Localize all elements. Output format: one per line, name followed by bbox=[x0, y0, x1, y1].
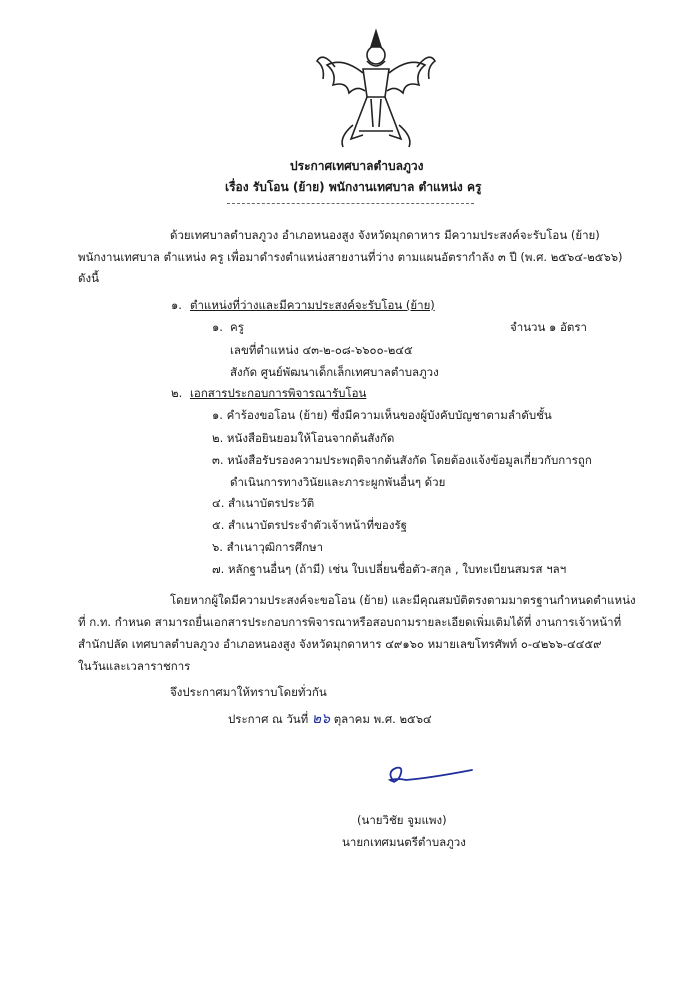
signature bbox=[360, 758, 480, 794]
announce-text: จึงประกาศมาให้ทราบโดยทั่วกัน bbox=[170, 685, 327, 699]
intro-line-3: ดังนี้ bbox=[78, 271, 99, 285]
intro-line-1: ด้วยเทศบาลตำบลภูวง อำเภอหนองสูง จังหวัดมุกดาหาร มีความประสงค์จะรับโอน (ย้าย) bbox=[170, 228, 600, 242]
document-item: ๗. หลักฐานอื่นๆ (ถ้ามี) เช่น ใบเปลี่ยนชื่อตัว-สกุล , ใบทะเบียนสมรส ฯลฯ bbox=[212, 562, 567, 576]
announcement-title: ประกาศเทศบาลตำบลภูวง bbox=[290, 159, 424, 173]
closing-line-1: โดยหากผู้ใดมีความประสงค์จะขอโอน (ย้าย) และมีคุณสมบัติตรงตามมาตรฐานกำหนดตำแหน่ง bbox=[170, 593, 636, 607]
document-item: ๖. สำเนาวุฒิการศึกษา bbox=[212, 540, 324, 554]
signatory-name: (นายวิชัย จูมแพง) bbox=[357, 813, 447, 827]
title-divider bbox=[227, 203, 474, 204]
document-item: ๑. คำร้องขอโอน (ย้าย) ซึ่งมีความเห็นของผู้บังคับบัญชาตามลำดับชั้น bbox=[212, 408, 552, 422]
date-day-handwritten: ๒๖ bbox=[311, 711, 331, 727]
signatory-title: นายกเทศมนตรีตำบลภูวง bbox=[342, 835, 466, 849]
section-2-heading: เอกสารประกอบการพิจารณารับโอน bbox=[190, 386, 367, 400]
announcement-subject: เรื่อง รับโอน (ย้าย) พนักงานเทศบาล ตำแหน่ง ครู bbox=[225, 180, 482, 194]
position-quantity: จำนวน ๑ อัตรา bbox=[510, 320, 587, 334]
position-title: ครู bbox=[230, 320, 244, 334]
document-item-continued: ดำเนินการทางวินัยและภาระผูกพันอื่นๆ ด้วย bbox=[230, 475, 446, 489]
announce-date bbox=[228, 712, 432, 726]
closing-line-4: ในวันและเวลาราชการ bbox=[78, 659, 191, 673]
closing-line-3: สำนักปลัด เทศบาลตำบลภูวง อำเภอหนองสูง จังหวัดมุกดาหาร ๔๙๑๖๐ หมายเลขโทรศัพท์ ๐-๔๒๖๖-๔๔๕๙ bbox=[78, 637, 602, 651]
section-1-number: ๑. bbox=[171, 298, 182, 312]
section-2-number: ๒. bbox=[171, 386, 183, 400]
garuda-emblem bbox=[313, 27, 439, 151]
document-item: ๒. หนังสือยินยอมให้โอนจากต้นสังกัด bbox=[212, 431, 395, 445]
date-prefix: ประกาศ ณ วันที่ bbox=[228, 712, 309, 726]
position-affiliation: สังกัด ศูนย์พัฒนาเด็กเล็กเทศบาลตำบลภูวง bbox=[230, 365, 439, 379]
position-item-number: ๑. bbox=[212, 320, 223, 334]
intro-line-2: พนักงานเทศบาล ตำแหน่ง ครู เพื่อมาดำรงตำแหน่งสายงานที่ว่าง ตามแผนอัตรากำลัง ๓ ปี (พ.ศ. ๒๕๖๔-๒๕๖๖) bbox=[78, 250, 623, 264]
position-number: เลขที่ตำแหน่ง ๔๓-๒-๐๘-๖๖๐๐-๒๔๕ bbox=[230, 343, 413, 357]
date-suffix: ตุลาคม พ.ศ. ๒๕๖๔ bbox=[333, 712, 432, 726]
document-item: ๔. สำเนาบัตรประวัติ bbox=[212, 496, 315, 510]
section-1-heading: ตำแหน่งที่ว่างและมีความประสงค์จะรับโอน (ย้าย) bbox=[190, 298, 435, 312]
document-item: ๓. หนังสือรับรองความประพฤติจากต้นสังกัด โดยต้องแจ้งข้อมูลเกี่ยวกับการถูก bbox=[212, 453, 592, 467]
document-item: ๕. สำเนาบัตรประจำตัวเจ้าหน้าที่ของรัฐ bbox=[212, 518, 407, 532]
closing-line-2: ที่ ก.ท. กำหนด สามารถยื่นเอกสารประกอบการพิจารณาหรือสอบถามรายละเอียดเพิ่มเติมได้ที่ งานการเจ้าหน้าที่ bbox=[78, 615, 622, 629]
